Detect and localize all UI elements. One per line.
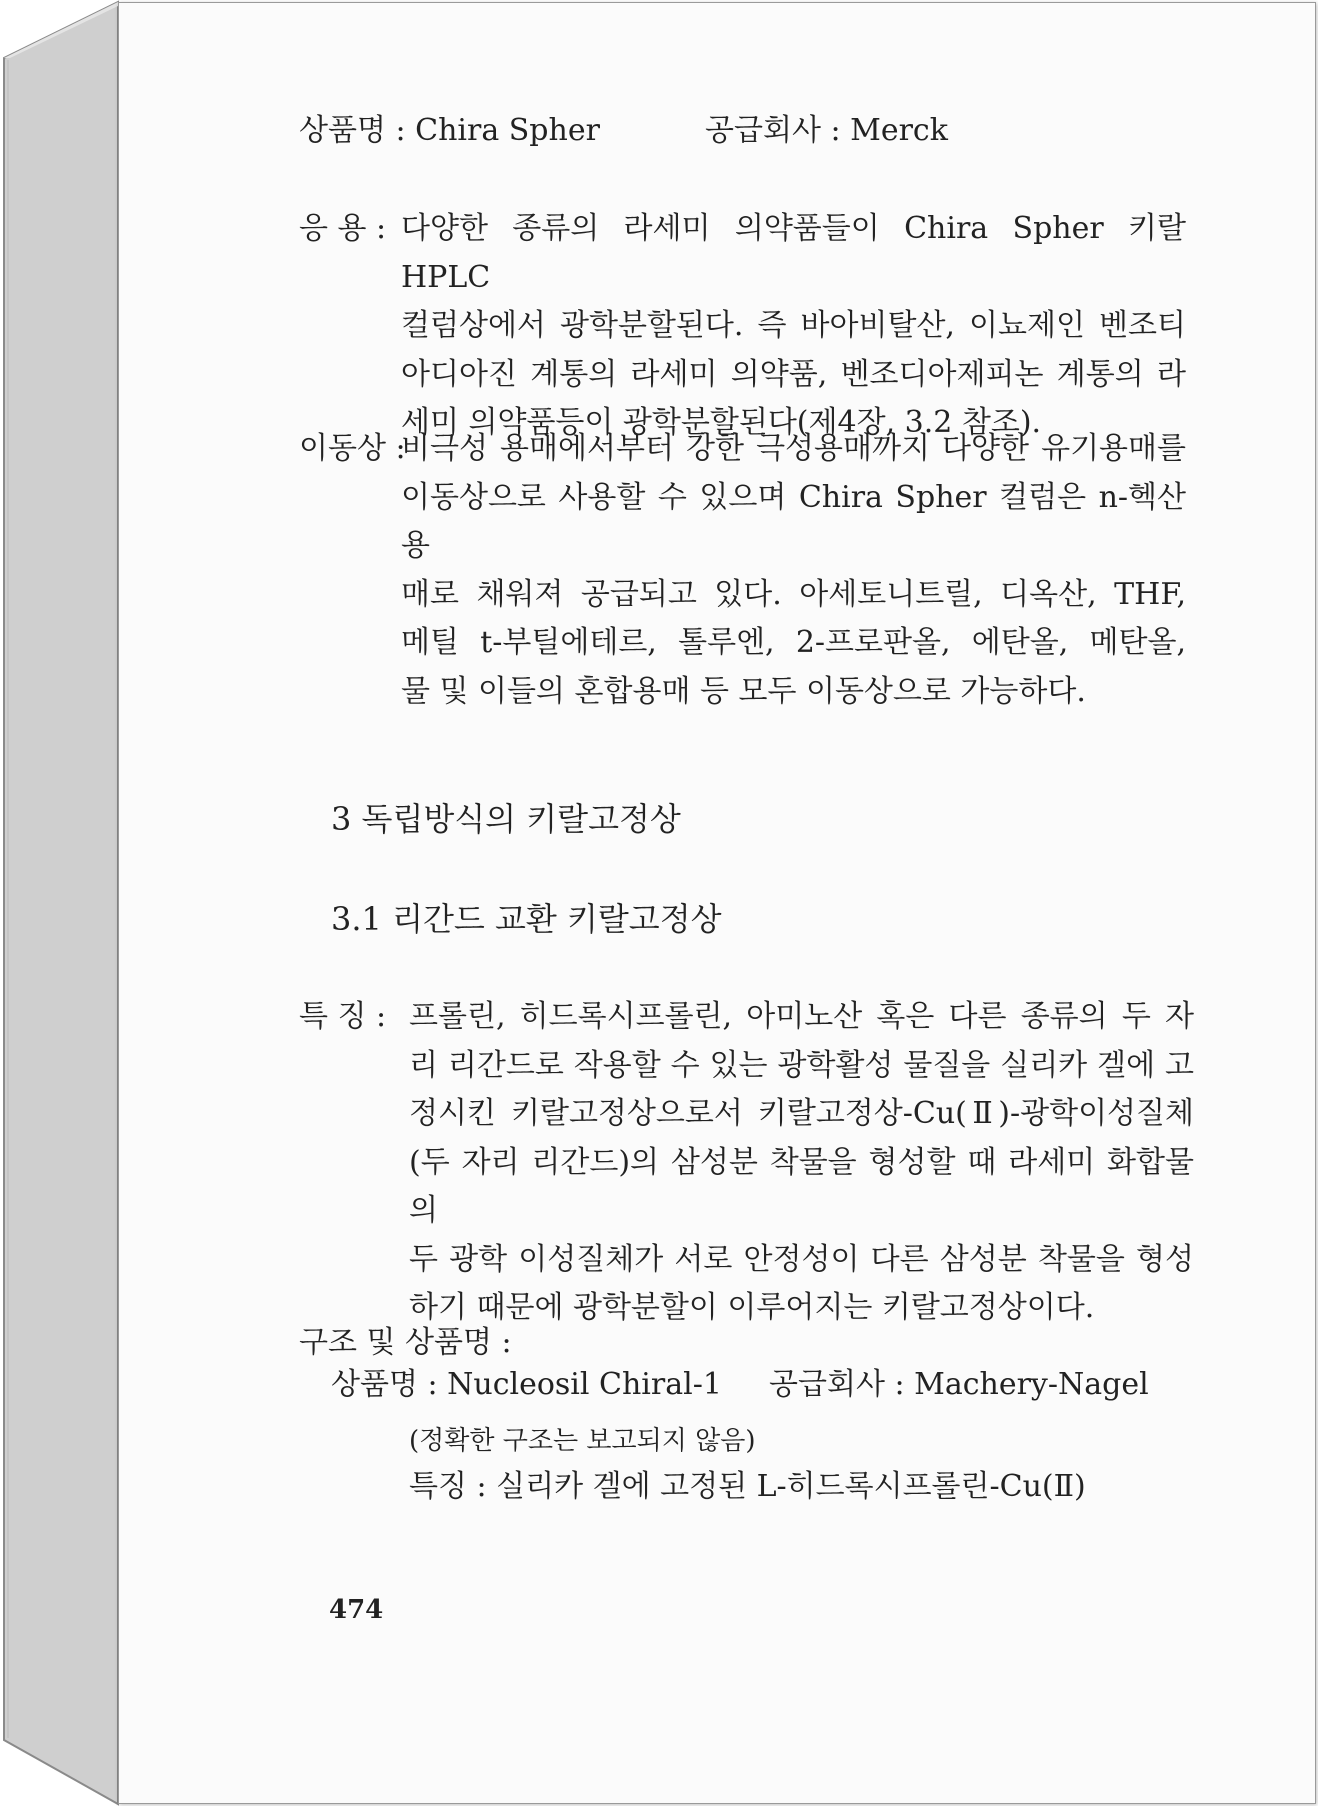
mobile-phase-line-1: 비극성 용매에서부터 강한 극성용매까지 다양한 유기용매를	[401, 431, 1186, 466]
application-paragraph	[401, 205, 1186, 448]
application-line-3: 아디아진 계통의 라세미 의약품, 벤조디아제피논 계통의 라	[401, 356, 1186, 392]
feature-paragraph	[409, 993, 1194, 1333]
structure-label: 구조 및 상품명 :	[299, 1325, 512, 1360]
page-number: 474	[329, 1595, 384, 1625]
product1-name: 상품명 : Chira Spher	[299, 113, 600, 148]
feature-line-1: 프롤린, 히드록시프롤린, 아미노산 혹은 다른 종류의 두 자	[409, 999, 1194, 1034]
feature-line-2: 리 리간드로 작용할 수 있는 광학활성 물질을 실리카 겔에 고	[409, 1047, 1194, 1083]
structure-supplier: 공급회사 : Machery-Nagel	[769, 1367, 1149, 1402]
feature-label: 특 징 :	[299, 999, 387, 1034]
application-line-2: 컬럼상에서 광학분할된다. 즉 바아비탈산, 이뇨제인 벤조티	[401, 308, 1186, 343]
feature-line-4: (두 자리 리간드)의 삼성분 착물을 형성할 때 라세미 화합물의	[409, 1144, 1194, 1228]
application-line-1: 다양한 종류의 라세미 의약품들이 Chira Spher 키랄 HPLC	[401, 211, 1186, 295]
application-line-4: 세미 의약품등이 광학분할된다(제4장, 3.2 참조).	[401, 405, 1042, 440]
structure-product-name: 상품명 : Nucleosil Chiral-1	[331, 1367, 722, 1402]
structure-feature: 특징 : 실리카 겔에 고정된 L-히드록시프롤린-Cu(Ⅱ)	[409, 1469, 1086, 1504]
mobile-phase-line-4: 메틸 t-부틸에테르, 톨루엔, 2-프로판올, 에탄올, 메탄올,	[401, 625, 1186, 660]
feature-line-3: 정시킨 키랄고정상으로서 키랄고정상-Cu(Ⅱ)-광학이성질체	[409, 1096, 1194, 1131]
mobile-phase-line-3: 매로 채워져 공급되고 있다. 아세토니트릴, 디옥산, THF,	[401, 576, 1186, 612]
feature-line-5: 두 광학 이성질체가 서로 안정성이 다른 삼성분 착물을 형성	[409, 1241, 1194, 1277]
document-page	[118, 2, 1316, 1804]
structure-note: (정확한 구조는 보고되지 않음)	[409, 1426, 756, 1456]
mobile-phase-line-5: 물 및 이들의 혼합용매 등 모두 이동상으로 가능하다.	[401, 673, 1086, 709]
mobile-phase-label: 이동상 :	[299, 431, 406, 466]
section-3-heading: 3 독립방식의 키랄고정상	[331, 800, 681, 838]
mobile-phase-paragraph	[401, 425, 1186, 716]
feature-line-6: 하기 때문에 광학분할이 이루어지는 키랄고정상이다.	[409, 1290, 1095, 1325]
section-3-1-heading: 3.1 리간드 교환 키랄고정상	[331, 900, 722, 938]
product1-supplier: 공급회사 : Merck	[705, 113, 948, 148]
mobile-phase-line-2: 이동상으로 사용할 수 있으며 Chira Spher 컬럼은 n-헥산용	[401, 479, 1186, 563]
application-label: 응 용 :	[299, 211, 387, 246]
